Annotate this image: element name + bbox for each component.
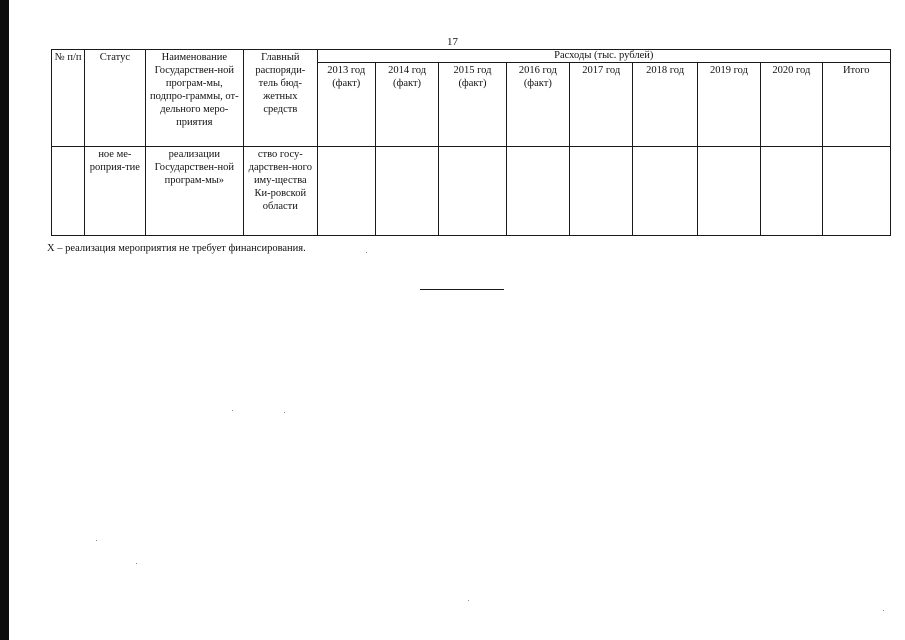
row-value [761,147,822,236]
header-year: 2015 год (факт) [439,63,506,147]
row-value [633,147,697,236]
page-number: 17 [447,36,458,48]
scan-speck [468,600,469,601]
header-year: 2020 год [761,63,822,147]
row-name: реализации Государствен-ной програм-мы» [145,147,244,236]
header-year: 2017 год [570,63,633,147]
row-value [439,147,506,236]
scan-speck [136,563,137,564]
scan-speck [96,540,97,541]
header-year: 2018 год [633,63,697,147]
row-total [822,147,891,236]
scan-speck [883,610,884,611]
row-value [375,147,438,236]
end-rule [420,289,504,290]
header-name: Наименование Государствен-ной програм-мы, подпро-граммы, от-дельного меро-приятия [145,50,244,147]
header-total: Итого [822,63,891,147]
header-year: 2016 год (факт) [506,63,569,147]
row-status: ное ме-роприя-тие [85,147,145,236]
header-year: 2013 год (факт) [317,63,375,147]
header-row [52,50,891,63]
row-administrator: ство госу-дарствен-ного иму-щества Ки-ровской области [244,147,317,236]
header-year: 2019 год [697,63,760,147]
row-number [52,147,85,236]
header-status: Статус [85,50,145,147]
scan-speck [366,252,367,253]
header-number: № п/п [52,50,85,147]
header-expenses: Расходы (тыс. рублей) [317,50,890,63]
header-year: 2014 год (факт) [375,63,438,147]
row-value [697,147,760,236]
header-administrator: Главный распоряди-тель бюд-жетных средств [244,50,317,147]
row-value [317,147,375,236]
scan-speck [232,410,233,411]
budget-table [51,49,891,236]
row-value [570,147,633,236]
table-row [52,147,891,236]
footnote: X – реализация мероприятия не требует финансирования. [47,243,306,254]
scan-edge [0,0,9,640]
row-value [506,147,569,236]
scan-speck [284,412,285,413]
